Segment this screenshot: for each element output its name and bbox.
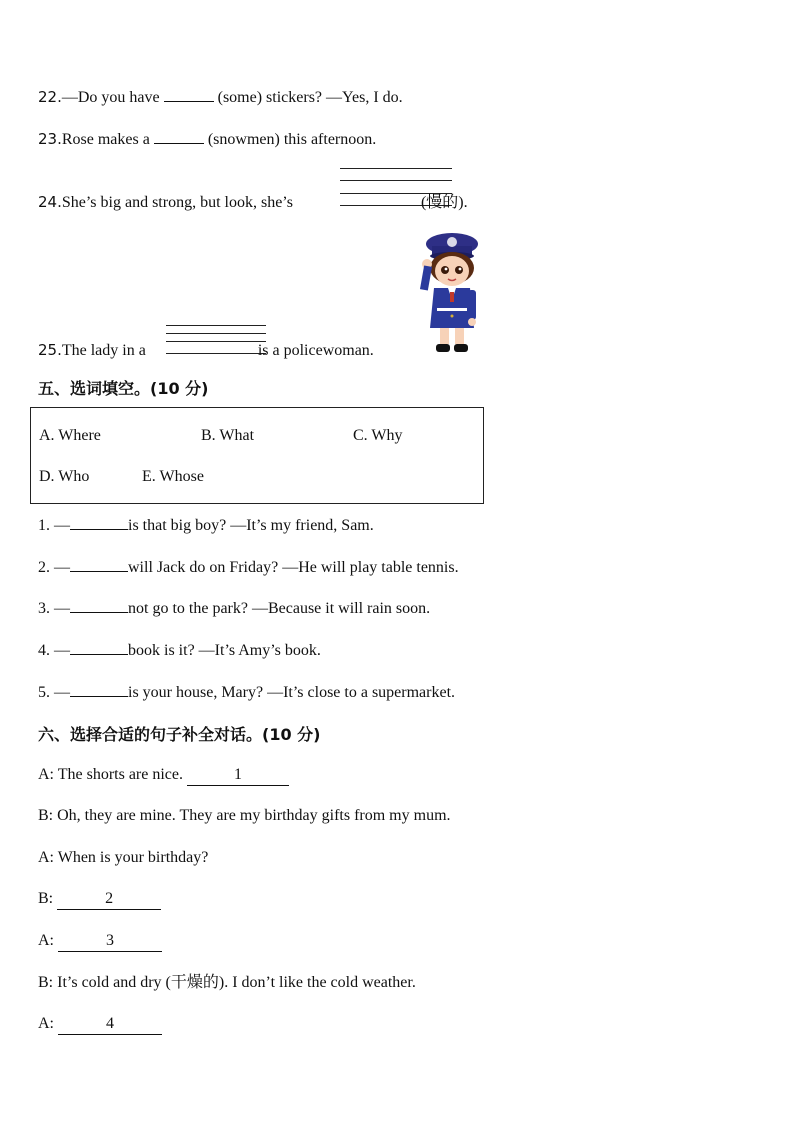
option-b: B. What [201, 427, 255, 444]
question-23 [38, 129, 376, 150]
blank-number: 3 [106, 932, 114, 949]
item-text: will Jack do on Friday? —He will play table tennis. [128, 559, 459, 576]
question-number: 23. [38, 130, 62, 148]
answer-blank[interactable] [70, 598, 128, 613]
question-number: 24. [38, 193, 62, 211]
dialog-line-7 [38, 1014, 162, 1035]
question-number: 25. [38, 341, 62, 359]
dialog-line-6 [38, 973, 416, 993]
answer-blank[interactable] [187, 765, 289, 786]
answer-blank[interactable] [70, 515, 128, 530]
question-text: (慢的). [420, 194, 468, 211]
question-text: Rose makes a [61, 131, 150, 148]
answer-blank[interactable] [70, 557, 128, 572]
speaker: B: [38, 807, 54, 824]
item-number: 2. [38, 559, 50, 576]
s5-item-1 [38, 515, 374, 536]
dialog-text: Oh, they are mine. They are my birthday gifts from my mum. [57, 807, 451, 824]
writing-line [166, 333, 266, 334]
answer-blank[interactable] [58, 931, 162, 952]
speaker: A: [38, 849, 54, 866]
dialog-line-2 [38, 806, 451, 826]
question-24 [38, 192, 468, 213]
question-text: is a policewoman. [257, 342, 374, 359]
dialog-text: The shorts are nice. [57, 766, 183, 783]
dialog-text: When is your birthday? [57, 849, 209, 866]
dialog-line-1 [38, 765, 289, 786]
dash: — [54, 600, 70, 617]
blank-number: 1 [234, 766, 242, 783]
policewoman-image [412, 226, 490, 356]
writing-line [340, 180, 452, 181]
option-c: C. Why [353, 427, 403, 444]
s5-item-5 [38, 682, 455, 703]
answer-blank[interactable] [57, 889, 161, 910]
question-22 [38, 87, 403, 108]
section-5-title: 五、选词填空。(10 分) [38, 379, 209, 398]
dash: — [54, 517, 70, 534]
item-number: 3. [38, 600, 50, 617]
item-text: is that big boy? —It’s my friend, Sam. [128, 517, 374, 534]
question-text: (snowmen) this afternoon. [207, 131, 377, 148]
option-d: D. Who [39, 468, 90, 485]
dash: — [54, 559, 70, 576]
s5-item-3 [38, 598, 430, 619]
s5-item-2 [38, 557, 459, 578]
option-a: A. Where [39, 427, 101, 444]
answer-blank[interactable] [70, 640, 128, 655]
dialog-line-4 [38, 889, 161, 910]
dash: — [54, 684, 70, 701]
answer-blank[interactable] [154, 129, 204, 144]
s5-item-4 [38, 640, 321, 661]
question-text: She’s big and strong, but look, she’s [61, 194, 293, 211]
item-number: 5. [38, 684, 50, 701]
option-e: E. Whose [142, 468, 204, 485]
word-bank-box [30, 407, 484, 504]
question-number: 22. [38, 88, 62, 106]
question-25 [38, 340, 374, 361]
dialog-text: It’s cold and dry (干燥的). I don’t like the cold weather. [57, 974, 416, 991]
item-text: is your house, Mary? —It’s close to a supermarket. [128, 684, 456, 701]
writing-line [166, 325, 266, 326]
question-text: —Do you have [61, 89, 160, 106]
answer-blank[interactable] [58, 1014, 162, 1035]
writing-line [340, 168, 452, 169]
answer-blank[interactable] [70, 682, 128, 697]
speaker: A: [38, 766, 54, 783]
question-text: (some) stickers? —Yes, I do. [217, 89, 403, 106]
section-6-title: 六、选择合适的句子补全对话。(10 分) [38, 725, 321, 744]
item-text: not go to the park? —Because it will rain soon. [128, 600, 431, 617]
answer-blank[interactable] [164, 87, 214, 102]
speaker: B: [38, 890, 54, 907]
dialog-line-5 [38, 931, 162, 952]
item-number: 1. [38, 517, 50, 534]
blank-number: 2 [105, 890, 114, 907]
blank-number: 4 [106, 1015, 114, 1032]
item-text: book is it? —It’s Amy’s book. [128, 642, 321, 659]
dialog-line-3 [38, 848, 208, 868]
question-text: The lady in a [61, 342, 146, 359]
speaker: B: [38, 974, 54, 991]
speaker: A: [38, 1015, 54, 1032]
speaker: A: [38, 932, 54, 949]
dash: — [54, 642, 70, 659]
item-number: 4. [38, 642, 50, 659]
